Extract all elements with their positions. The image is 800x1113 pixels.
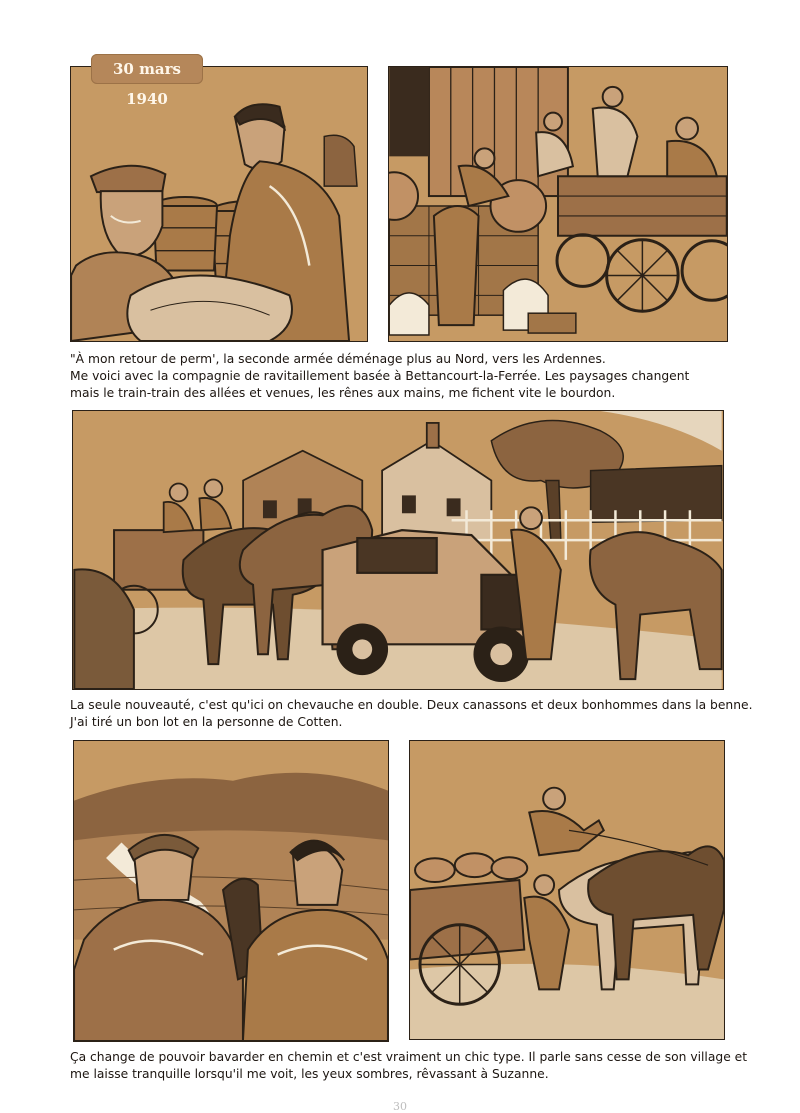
caption-first-line-2: Me voici avec la compagnie de ravitaillement basée à Bettancourt-la-Ferrée. Les paysages changent (70, 369, 690, 383)
page-number: 30 (393, 1100, 407, 1113)
caption-first-line-3: mais le train-train des allées et venues, les rênes aux mains, me fichent vite le bourdon. (70, 386, 616, 400)
panel-station-horses-truck (72, 410, 724, 690)
panel-two-soldiers-landscape (73, 740, 389, 1042)
caption-third-line-1: Ça change de pouvoir bavarder en chemin et c'est vraiment un chic type. Il parle sans cesse de son village et (70, 1050, 748, 1064)
caption-third (70, 1049, 748, 1083)
panel-wagon-driver-horses (409, 740, 725, 1040)
caption-second-line-1: La seule nouveauté, c'est qu'ici on chevauche en double. Deux canassons et deux bonhommes dans la benne. (70, 698, 753, 712)
caption-third-line-2: me laisse tranquille lorsqu'il me voit, les yeux sombres, rêvassant à Suzanne. (70, 1067, 549, 1081)
panel-loading-wagon-art (389, 67, 727, 341)
caption-first-line-1: "À mon retour de perm', la seconde armée déménage plus au Nord, vers les Ardennes. (70, 352, 606, 366)
panel-soldiers-barrels-art (71, 67, 367, 341)
panel-soldiers-barrels (70, 66, 368, 342)
panel-two-soldiers-landscape-art (74, 741, 388, 1041)
date-tag: 30 mars 1940 (91, 54, 203, 84)
panel-loading-wagon (388, 66, 728, 342)
caption-second (70, 697, 753, 731)
panel-wagon-driver-horses-art (410, 741, 724, 1039)
caption-second-line-2: J'ai tiré un bon lot en la personne de Cotten. (70, 715, 343, 729)
panel-station-horses-truck-art (73, 411, 723, 689)
caption-first (70, 351, 730, 402)
